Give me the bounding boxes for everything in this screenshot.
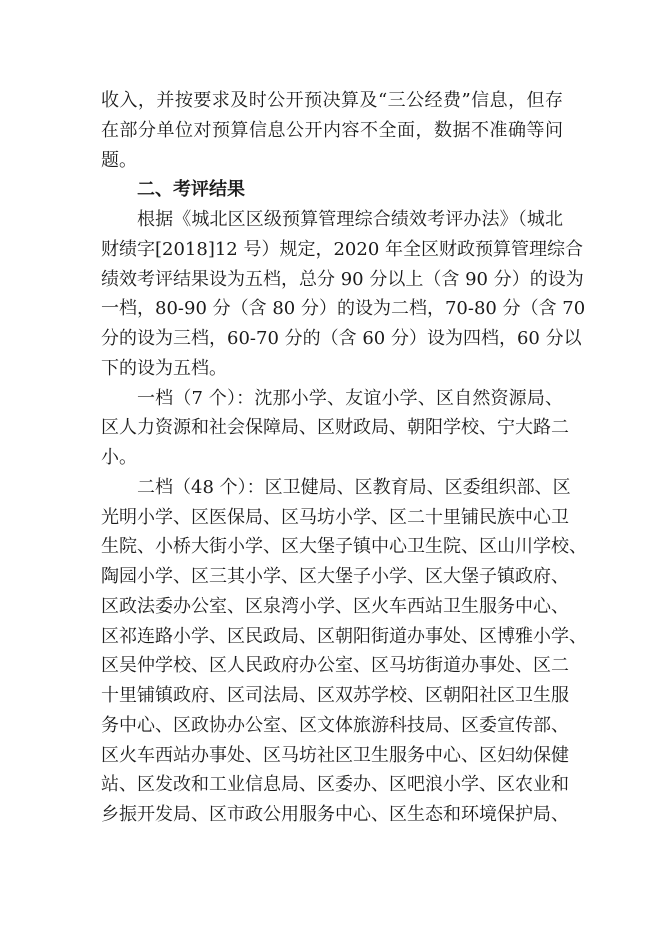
text-line: 收入，并按要求及时公开预决算及“三公经费”信息，但存 [101, 90, 563, 111]
text-line: 务中心、区政协办公室、区文体旅游科技局、区委宣传部、 [101, 714, 569, 736]
paragraph [101, 205, 586, 384]
text-line: 区祁连路小学、区民政局、区朝阳街道办事处、区博雅小学、 [101, 625, 587, 647]
text-line: 十里铺镇政府、区司法局、区双苏学校、区朝阳社区卫生服 [101, 685, 569, 706]
text-line: 站、区发改和工业信息局、区委办、区吧浪小学、区农业和 [101, 774, 569, 796]
text-line: 乡振开发局、区市政公用服务中心、区生态和环境保护局、 [101, 804, 569, 825]
text-line: 一档（7 个）：沈那小学、友谊小学、区自然资源局、 [137, 387, 563, 409]
text-line: 根据《城北区区级预算管理综合绩效考评办法》（城北 [137, 209, 563, 230]
text-line: 一档，80-90 分（含 80 分）的设为二档，70-80 分（含 70 [101, 298, 586, 320]
text-line: 生院、小桥大街小学、区大堡子镇中心卫生院、区山川学校、 [101, 536, 587, 558]
text-line: 财绩字[2018]12 号）规定，2020 年全区财政预算管理综合 [101, 238, 584, 260]
section-heading [101, 175, 563, 205]
paragraph [101, 473, 587, 830]
document-page [101, 86, 587, 830]
text-line: 题。 [101, 149, 137, 171]
text-line: 二档（48 个）：区卫健局、区教育局、区委组织部、区 [137, 476, 571, 498]
text-line: 区人力资源和社会保障局、区财政局、朝阳学校、宁大路二 [101, 417, 569, 439]
text-line: 在部分单位对预算信息公开内容不全面，数据不准确等问 [101, 119, 563, 141]
text-line: 区吴仲学校、区人民政府办公室、区马坊街道办事处、区二 [101, 655, 569, 677]
text-line: 区火车西站办事处、区马坊社区卫生服务中心、区妇幼保健 [101, 744, 569, 766]
text-line: 绩效考评结果设为五档，总分 90 分以上（含 90 分）的设为 [101, 268, 584, 290]
text-line: 陶园小学、区三其小学、区大堡子小学、区大堡子镇政府、 [101, 566, 569, 587]
paragraph [101, 86, 563, 175]
text-line: 区政法委办公室、区泉湾小学、区火车西站卫生服务中心、 [101, 595, 569, 617]
paragraph [101, 384, 569, 473]
text-line: 二、考评结果 [137, 179, 245, 201]
text-line: 下的设为五档。 [101, 357, 227, 379]
text-line: 小。 [101, 447, 137, 468]
text-line: 光明小学、区医保局、区马坊小学、区二十里铺民族中心卫 [101, 506, 569, 528]
text-line: 分的设为三档，60-70 分的（含 60 分）设为四档，60 分以 [101, 328, 582, 349]
